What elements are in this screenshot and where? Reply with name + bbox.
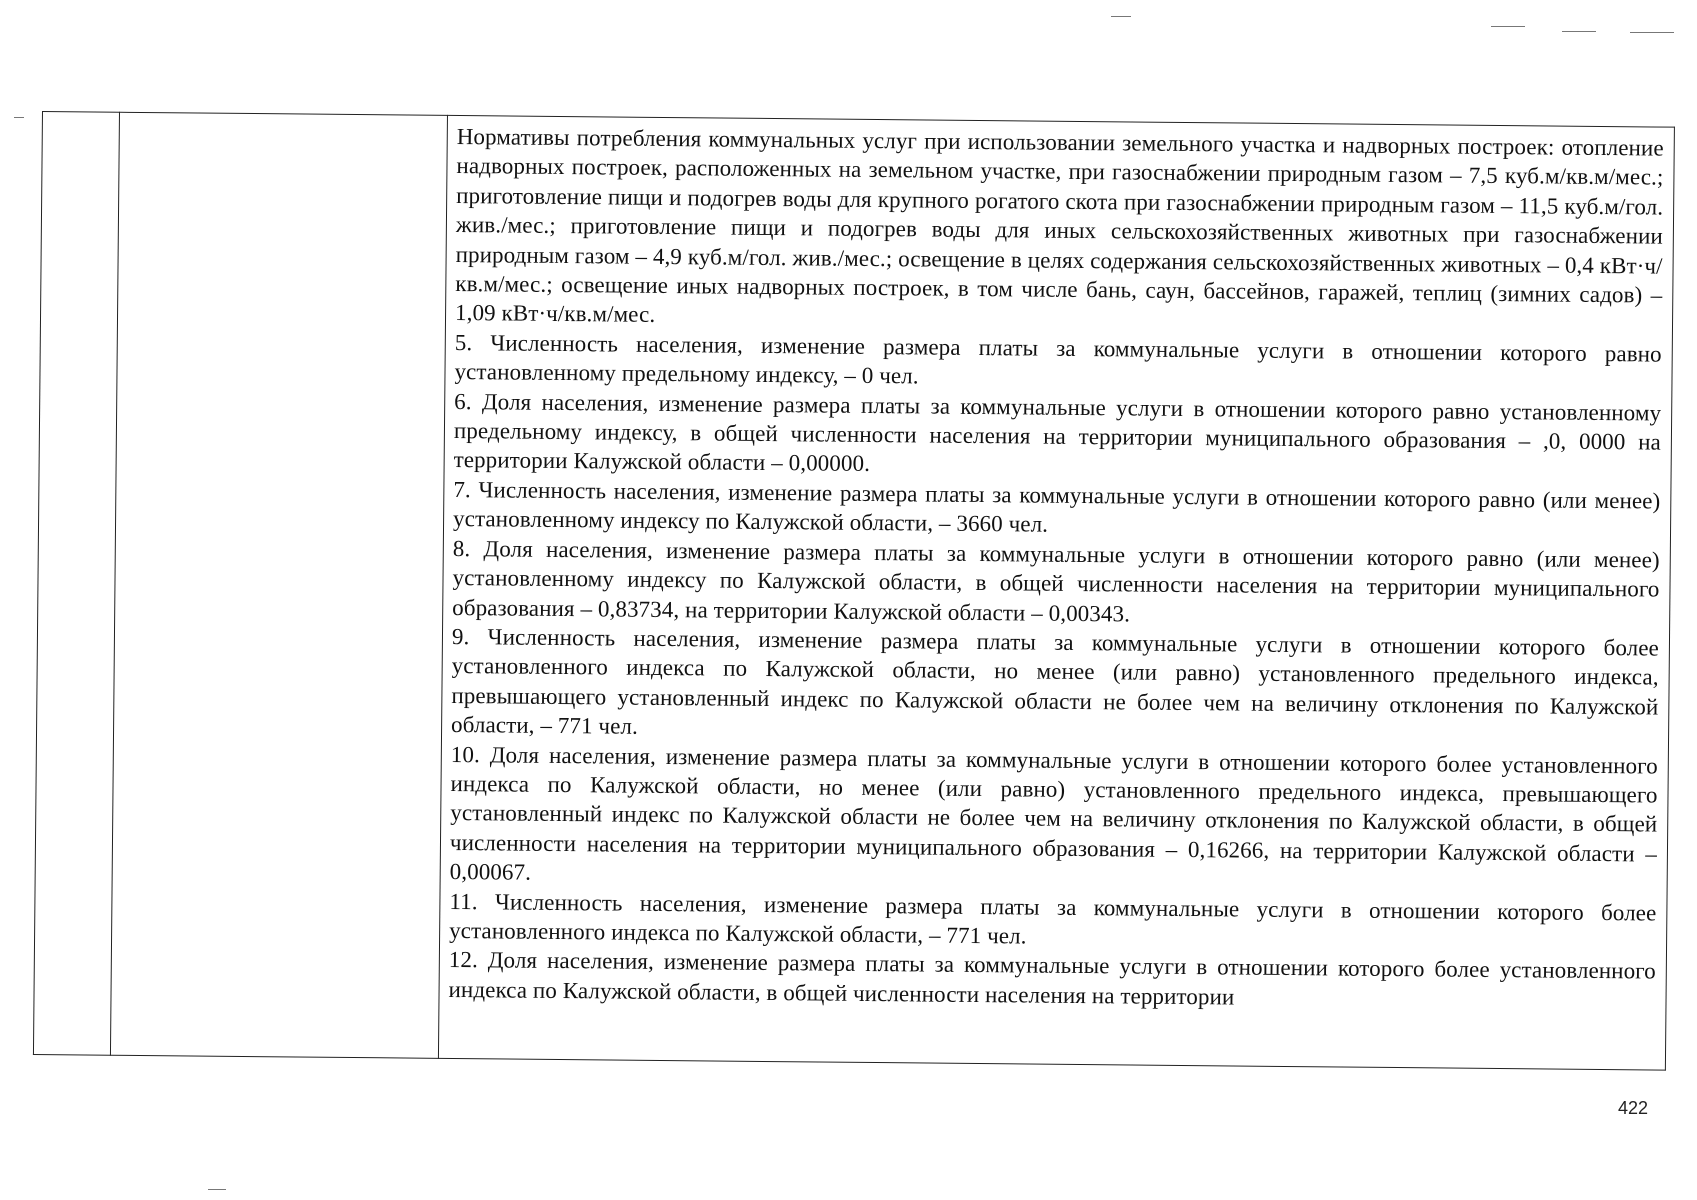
scan-mark [1562, 31, 1596, 32]
scan-mark [1491, 26, 1525, 27]
paragraph-item-5: 5. Численность населения, изменение размера платы за коммунальные услуги в отношении которого равно установленному предельному индексу, – 0 чел. [454, 329, 1662, 389]
scan-mark [1111, 16, 1131, 17]
paragraph-item-8: 8. Доля населения, изменение размера платы за коммунальные услуги в отношении которого равно (или менее) установленному индексу по Калужской области, в общей численности населения на территории муниципального образования – 0,83734, на территории Калужской области – 0,00343. [452, 535, 1660, 626]
paragraph-item-12: 12. Доля населения, изменение размера платы за коммунальные услуги в отношении которого более установленного индекса по Калужской области, в общей численности населения на территории [448, 947, 1656, 1010]
table-cell-name [110, 112, 447, 1058]
table-row [33, 112, 1674, 1071]
paragraph-item-10: 10. Доля населения, изменение размера платы за коммунальные услуги в отношении которого более установленного индекса по Калужской области, но менее (или равно) установленного предельного индекса, превышающего установленный индекс по Калужской области не более чем на величину отклонения по Калужской области, в общей численности населения на территории муниципального образования – 0,16266, на территории Калужской области – 0,00067. [449, 741, 1658, 885]
paragraph-consumption-norms: Нормативы потребления коммунальных услуг при использовании земельного участка и надворных построек: отопление надворных построек, расположенных на земельном участке, при газоснабжении природным газом – 7,5 куб.м/кв.м/мес.; приготовление пищи и подогрев воды для крупного рогатого скота при газоснабжении природным газом – 11,5 куб.м/гол. жив./мес.; приготовление пищи и подогрев воды для иных сельскохозяйственных животных при газоснабжении природным газом – 4,9 куб.м/гол. жив./мес.; освещение в целях содержания сельскохозяйственных животных – 0,4 кВт·ч/кв.м/мес.; освещение иных надворных построек, в том числе бань, саун, бассейнов, гаражей, теплиц (зимних садов) – 1,09 кВт·ч/кв.м/мес. [454, 123, 1664, 328]
scan-mark [208, 1189, 226, 1190]
paragraph-item-9: 9. Численность населения, изменение размера платы за коммунальные услуги в отношении которого более установленного индекса по Калужской области, но менее (или равно) установленного предельного индекса, превышающего установленный индекс по Калужской области не более чем на величину отклонения по Калужской области, – 771 чел. [451, 623, 1660, 739]
paragraph-item-7: 7. Численность населения, изменение размера платы за коммунальные услуги в отношении которого равно (или менее) установленному индексу по Калужской области, – 3660 чел. [452, 476, 1661, 537]
table-cell-number [33, 112, 119, 1056]
page-number: 422 [1618, 1098, 1649, 1118]
paragraph-item-11: 11. Численность населения, изменение размера платы за коммунальные услуги в отношении которого более установленного индекса по Калужской области, – 771 чел. [449, 888, 1657, 949]
document-table [33, 111, 1675, 1071]
paragraph-item-6: 6. Доля населения, изменение размера платы за коммунальные услуги в отношении которого равно установленному предельному индексу, в общей численности населения на территории муниципального образования – ,0, 0000 на территории Калужской области – 0,00000. [453, 388, 1662, 477]
scan-mark [14, 117, 24, 118]
scan-mark [1630, 32, 1674, 33]
table-cell-content [438, 115, 1674, 1070]
